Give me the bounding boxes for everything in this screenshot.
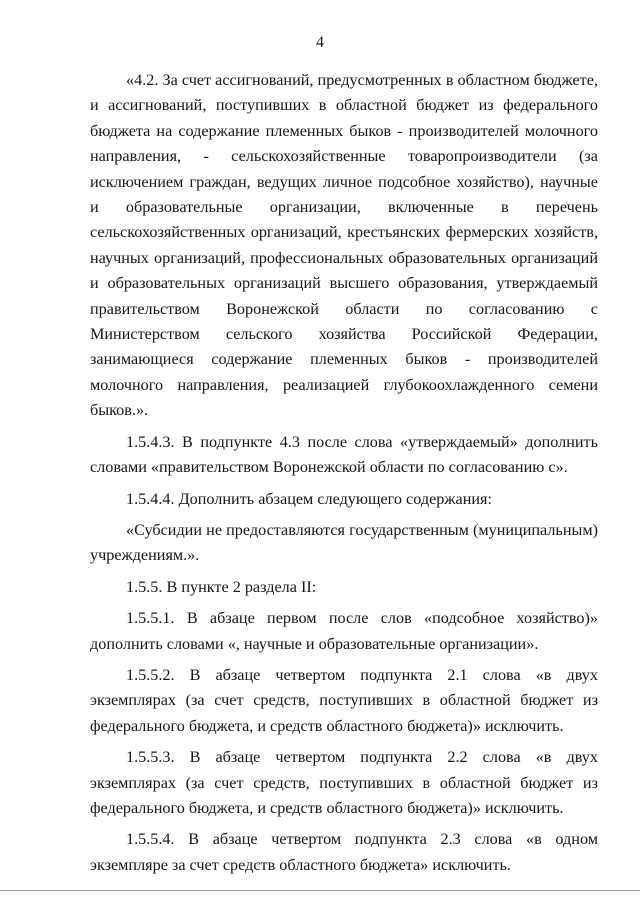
paragraph-subsidy-clause: «Субсидии не предоставляются государственным (муниципальным) учреждениям.». — [90, 520, 598, 565]
paragraph-1-5-5-4: 1.5.5.4. В абзаце четвертом подпункта 2.3 слова «в одном экземпляре за счет средств областного бюджета» исключить. — [90, 830, 598, 874]
paragraph-1-5-5-1: 1.5.5.1. В абзаце первом после слов «подсобное хозяйство)» дополнить словами «, научные и образовательные организации». — [90, 609, 598, 653]
paragraph-4-2: «4.2. За счет ассигнований, предусмотренных в областном бюджете, и ассигнований, поступивших в областной бюджет из федерального бюджета на содержание племенных быков - производителей молочного направления, - сельскохозяйственные товаропроизводители (за исключением граждан, ведущих личное подсобное хозяйство), научные и образовательные организации, включенные в перечень сельскохозяйственных организаций, крестьянских фермерских хозяйств, научных организаций, профессиональных образовательных организаций и образовательных организаций высшего образования, утверждаемый правительством Воронежской области по согласованию с Министерством сельского хозяйства Российской Федерации, занимающиеся содержание племенных быков - производителей молочного направления, реализацией глубокоохлажденного семени быков.». — [90, 71, 598, 420]
paragraph-1-5-5-2: 1.5.5.2. В абзаце четвертом подпункта 2.1 слова «в двух экземплярах (за счет средств, поступивших в областной бюджет из федерального бюджета, и средств областного бюджета)» исключить. — [90, 665, 598, 735]
paragraph-1-5-4-4: 1.5.4.4. Дополнить абзацем следующего содержания: — [126, 489, 492, 508]
document-body — [90, 68, 598, 878]
paragraph-1-5-4-3: 1.5.4.3. В подпункте 4.3 после слова «утверждаемый» дополнить словами «правительством Воронежской области по согласованию с». — [90, 432, 598, 477]
paragraph-1-5-5: 1.5.5. В пункте 2 раздела II: — [126, 577, 317, 596]
paragraph-1-5-5-3: 1.5.5.3. В абзаце четвертом подпункта 2.2 слова «в двух экземплярах (за счет средств, поступивших в областной бюджет из федерального бюджета, и средств областного бюджета)» исключить. — [90, 748, 598, 817]
page-number: 4 — [316, 34, 324, 51]
bottom-border-line — [0, 890, 640, 891]
